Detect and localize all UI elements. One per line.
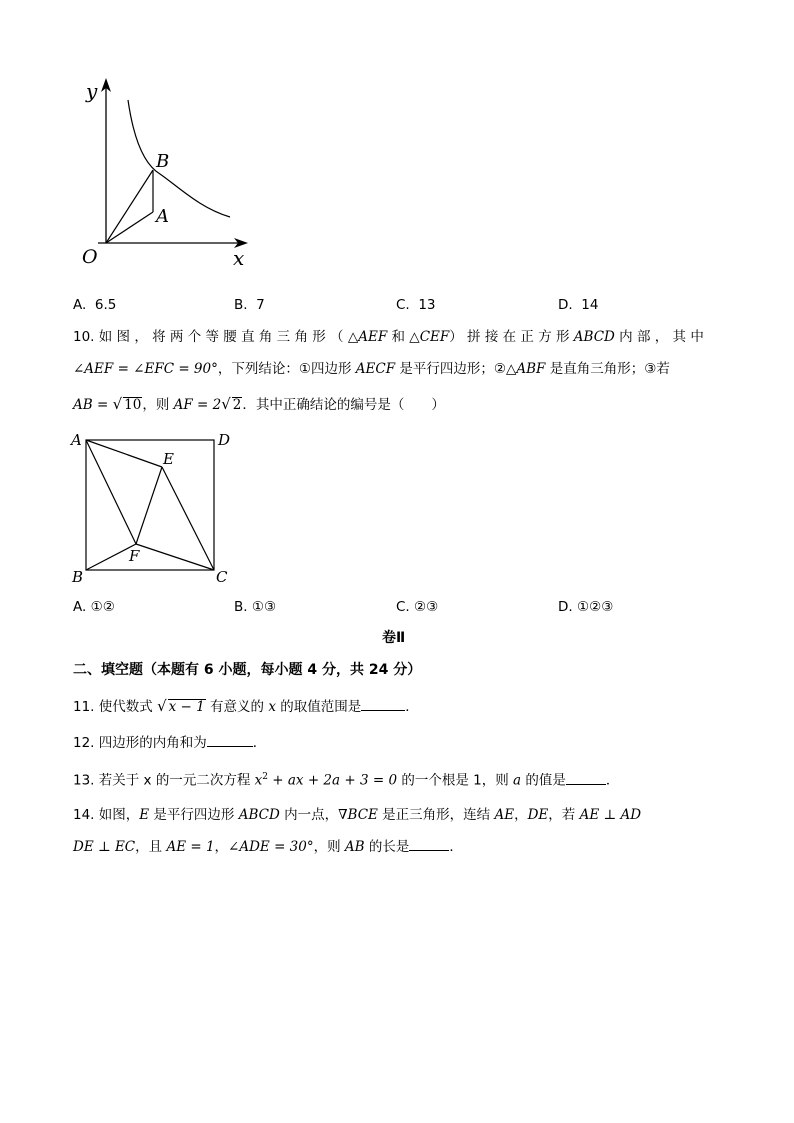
hyperbola-curve bbox=[128, 100, 230, 217]
segment-ef bbox=[136, 467, 162, 544]
q13-answer-blank[interactable] bbox=[566, 770, 606, 785]
question-12: 12. 四边形的内角和为 ． bbox=[73, 732, 266, 753]
label-c: C bbox=[216, 568, 228, 586]
figure-hyperbola bbox=[70, 70, 260, 270]
question-11: 11. 使代数式 √ x − 1 有意义的 x 的取值范围是 ． bbox=[73, 697, 419, 715]
segment-ob bbox=[106, 170, 153, 243]
label-a: A bbox=[156, 206, 169, 227]
question-14-line1: 14. 如图，E 是平行四边形 ABCD 内一点，∇BCE 是正三角形，连结 AE，DE，若 AE ⊥ AD bbox=[73, 807, 642, 823]
q10-option-d[interactable]: D. ①②③ bbox=[558, 599, 614, 615]
q10-option-b[interactable]: B. ①③ bbox=[234, 599, 277, 615]
segment-oa bbox=[106, 212, 153, 243]
label-b: B bbox=[156, 151, 170, 172]
label-b: B bbox=[72, 568, 84, 586]
q10-option-a[interactable]: A. ①② bbox=[73, 599, 115, 615]
q10-line3: AB = √ 10，则 AF = 2√ 2．其中正确结论的编号是（ ） bbox=[73, 395, 445, 413]
q9-option-b[interactable]: B. 7 bbox=[234, 297, 265, 313]
q9-option-a[interactable]: A. 6.5 bbox=[73, 297, 117, 313]
section-title: 二、填空题（本题有 6 小题，每小题 4 分，共 24 分） bbox=[73, 662, 422, 678]
q10-line2: ∠AEF = ∠EFC = 90°，下列结论：①四边形 AECF 是平行四边形；②△ABF 是直角三角形；③若 bbox=[73, 361, 670, 377]
label-a: A bbox=[71, 431, 82, 449]
question-14-line2: DE ⊥ EC，且 AE = 1，∠ADE = 30°，则 AB 的长是 ． bbox=[73, 836, 463, 857]
q10-option-c[interactable]: C. ②③ bbox=[396, 599, 439, 615]
question-13: 13. 若关于 x 的一元二次方程 $x^2$ + ax + 2a + 3 = 0 的一个根是 1，则 a 的值是 ． bbox=[73, 767, 619, 791]
figure-square bbox=[66, 426, 246, 588]
label-y: y bbox=[86, 79, 98, 103]
q14-answer-blank[interactable] bbox=[409, 836, 449, 851]
q11-answer-blank[interactable] bbox=[361, 696, 405, 711]
segment-ec bbox=[162, 467, 214, 570]
q10-line1: 10. 如 图 ， 将 两 个 等 腰 直 角 三 角 形 （ △AEF 和 △CEF） 拼 接 在 正 方 形 ABCD 内 部 ， 其 中 bbox=[73, 329, 704, 345]
label-e: E bbox=[163, 450, 174, 468]
label-d: D bbox=[218, 431, 231, 449]
label-origin: O bbox=[82, 246, 98, 268]
volume-title: 卷Ⅱ bbox=[382, 630, 406, 646]
label-f: F bbox=[129, 547, 140, 565]
square-abcd bbox=[86, 440, 214, 570]
label-x: x bbox=[233, 246, 245, 270]
q9-option-d[interactable]: D. 14 bbox=[558, 297, 599, 313]
q9-option-c[interactable]: C. 13 bbox=[396, 297, 436, 313]
q12-answer-blank[interactable] bbox=[207, 732, 253, 747]
